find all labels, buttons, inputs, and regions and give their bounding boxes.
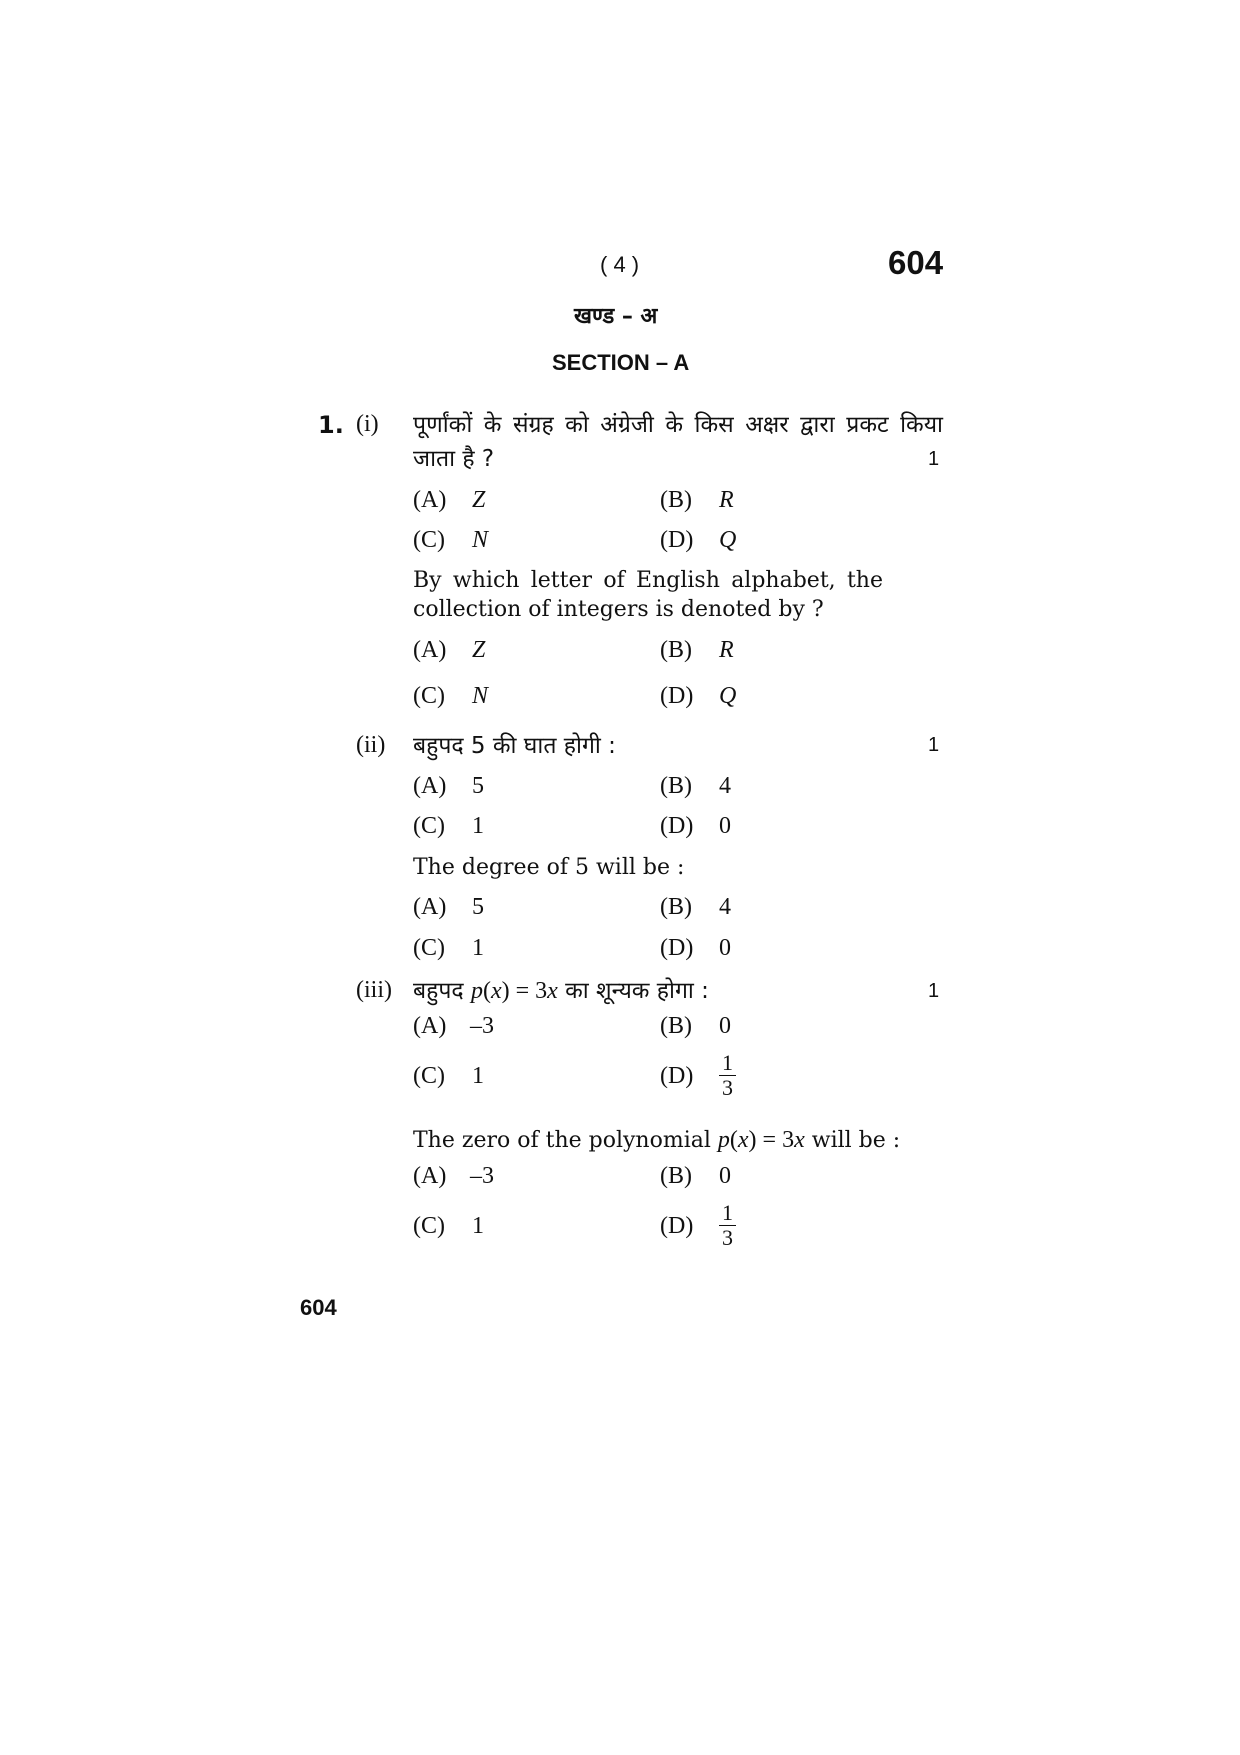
option-value: N bbox=[472, 683, 489, 709]
option-label: (A) bbox=[413, 773, 447, 799]
option-label: (D) bbox=[660, 1063, 694, 1089]
option-value: 1 bbox=[472, 935, 484, 961]
expr-paren-open: ( bbox=[482, 978, 491, 1004]
polynomial-expression bbox=[718, 1127, 805, 1153]
option-label: (A) bbox=[413, 637, 447, 663]
part-iii-english-post: will be : bbox=[811, 1128, 901, 1153]
part-label-ii: (ii) bbox=[356, 732, 386, 758]
page-number: ( 4 ) bbox=[600, 252, 640, 277]
paper-code-top: 604 bbox=[888, 244, 944, 281]
expr-p: p bbox=[470, 978, 483, 1004]
option-value: N bbox=[472, 527, 489, 553]
part-i-hindi-line2: जाता है ? bbox=[413, 446, 495, 472]
expr-eq: = 3 bbox=[762, 1127, 795, 1153]
question-number: 1. bbox=[318, 411, 344, 439]
option-value: 1 bbox=[472, 1213, 484, 1239]
option-label: (C) bbox=[413, 935, 445, 961]
part-i-english: By which letter of English alphabet, the collection of integers is denoted by ? bbox=[413, 568, 883, 622]
fraction-denominator: 3 bbox=[722, 1225, 733, 1250]
expr-eq: = 3 bbox=[515, 978, 548, 1004]
option-value: 0 bbox=[719, 1163, 731, 1189]
fraction-one-third bbox=[719, 1201, 736, 1250]
section-title-hindi: खण्ड – अ bbox=[574, 304, 658, 329]
option-value: –3 bbox=[470, 1013, 494, 1039]
expr-x: x bbox=[490, 978, 502, 1004]
fraction-denominator: 3 bbox=[722, 1075, 733, 1100]
option-value: 4 bbox=[719, 773, 731, 799]
option-value: Q bbox=[719, 527, 737, 553]
part-iii-english bbox=[413, 1127, 900, 1154]
option-value: 1 bbox=[472, 1063, 484, 1089]
expr-x2: x bbox=[794, 1127, 805, 1153]
option-label: (A) bbox=[413, 894, 447, 920]
option-label: (B) bbox=[660, 894, 692, 920]
option-value: Z bbox=[472, 487, 486, 513]
option-label: (A) bbox=[413, 487, 447, 513]
part-label-i: (i) bbox=[356, 411, 379, 437]
option-label: (C) bbox=[413, 683, 445, 709]
option-value: 5 bbox=[472, 773, 484, 799]
option-label: (B) bbox=[660, 487, 692, 513]
fraction-one-third bbox=[719, 1051, 736, 1100]
option-label: (A) bbox=[413, 1013, 447, 1039]
paper-code-bottom: 604 bbox=[300, 1295, 337, 1320]
section-title-english: SECTION – A bbox=[552, 350, 690, 375]
option-value: Z bbox=[472, 637, 486, 663]
option-value: 1 bbox=[472, 813, 484, 839]
option-label: (D) bbox=[660, 1213, 694, 1239]
option-value: Q bbox=[719, 683, 737, 709]
option-label: (C) bbox=[413, 1213, 445, 1239]
part-ii-english: The degree of 5 will be : bbox=[413, 855, 685, 880]
option-value: 0 bbox=[719, 935, 731, 961]
option-label: (D) bbox=[660, 683, 694, 709]
option-value: 5 bbox=[472, 894, 484, 920]
part-ii-marks: 1 bbox=[928, 734, 940, 756]
fraction-numerator: 1 bbox=[719, 1051, 736, 1076]
option-label: (D) bbox=[660, 527, 694, 553]
expr-paren-open: ( bbox=[729, 1127, 738, 1153]
expr-paren-close: ) bbox=[501, 978, 510, 1004]
fraction-numerator: 1 bbox=[719, 1201, 736, 1226]
option-label: (D) bbox=[660, 935, 694, 961]
part-iii-hindi-post: का शून्यक होगा : bbox=[565, 978, 709, 1004]
option-label: (B) bbox=[660, 773, 692, 799]
option-label: (C) bbox=[413, 527, 445, 553]
part-iii-marks: 1 bbox=[928, 980, 940, 1002]
expr-p: p bbox=[717, 1127, 730, 1153]
expr-x: x bbox=[737, 1127, 749, 1153]
option-value: R bbox=[719, 637, 734, 663]
part-i-marks: 1 bbox=[928, 448, 940, 470]
part-i-hindi-line1: पूर्णांकों के संग्रह को अंग्रेजी के किस अक्षर द्वारा प्रकट किया bbox=[413, 412, 943, 438]
option-label: (B) bbox=[660, 637, 692, 663]
part-iii-hindi-pre: बहुपद bbox=[413, 978, 464, 1004]
option-value: 4 bbox=[719, 894, 731, 920]
part-ii-hindi: बहुपद 5 की घात होगी : bbox=[413, 733, 616, 759]
option-label: (C) bbox=[413, 1063, 445, 1089]
option-value: 0 bbox=[719, 813, 731, 839]
option-label: (B) bbox=[660, 1013, 692, 1039]
option-value: R bbox=[719, 487, 734, 513]
option-label: (B) bbox=[660, 1163, 692, 1189]
part-iii-english-pre: The zero of the polynomial bbox=[413, 1128, 711, 1153]
option-label: (C) bbox=[413, 813, 445, 839]
part-iii-hindi bbox=[413, 973, 709, 1005]
part-label-iii: (iii) bbox=[356, 977, 392, 1003]
option-label: (A) bbox=[413, 1163, 447, 1189]
polynomial-expression bbox=[471, 978, 558, 1004]
expr-x2: x bbox=[547, 978, 558, 1004]
option-label: (D) bbox=[660, 813, 694, 839]
expr-paren-close: ) bbox=[748, 1127, 757, 1153]
option-value: –3 bbox=[470, 1163, 494, 1189]
option-value: 0 bbox=[719, 1013, 731, 1039]
